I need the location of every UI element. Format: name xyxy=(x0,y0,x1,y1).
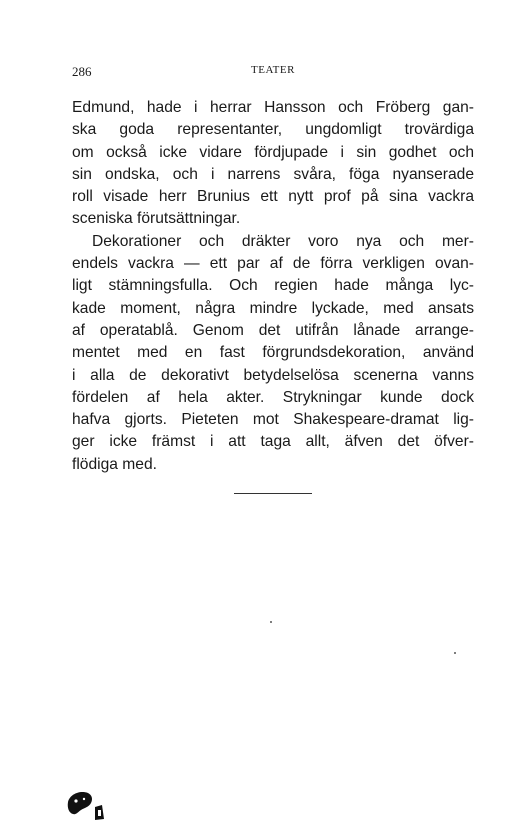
text-line: ligt stämningsfulla. Och regien hade många lyc- xyxy=(72,277,474,295)
text-line: endels vackra — ett par af de förra verkligen ovan- xyxy=(72,255,474,273)
text-line: sceniska förutsättningar. xyxy=(72,210,241,228)
text-line: flödiga med. xyxy=(72,455,157,473)
paragraph-2 xyxy=(72,231,474,476)
text-line: mentet med en fast förgrundsdekoration, använd xyxy=(72,344,474,362)
text-line: i alla de dekorativt betydelselösa scenerna vanns xyxy=(72,366,474,384)
text-line: sin ondska, och i narrens svåra, föga nyanserade xyxy=(72,165,474,183)
library-stamp-icon xyxy=(64,788,108,822)
text-line: fördelen af hela akter. Strykningar kunde dock xyxy=(72,388,474,406)
running-title: TEATER xyxy=(251,64,295,76)
text-line: Edmund, hade i herrar Hansson och Fröberg gan- xyxy=(72,99,474,116)
text-line: ger icke främst i att taga allt, äfven det öfver- xyxy=(72,433,474,451)
text-line: om också icke vidare fördjupade i sin godhet och xyxy=(72,143,474,161)
text-line: kade moment, några mindre lyckade, med ansats xyxy=(72,299,474,317)
paper-speck xyxy=(454,652,456,654)
page-number: 286 xyxy=(72,64,92,79)
body-text xyxy=(72,97,474,476)
text-line: Dekorationer och dräkter voro nya och mer- xyxy=(92,232,474,250)
text-line: ska goda representanter, ungdomligt trovärdiga xyxy=(72,121,474,139)
text-line: af operatablå. Genom det utifrån lånade arrange- xyxy=(72,321,474,339)
paragraph-1 xyxy=(72,97,474,231)
text-line: roll visade herr Brunius ett nytt prof på sina vackra xyxy=(72,188,474,206)
text-line: hafva gjorts. Pieteten mot Shakespeare-dramat lig- xyxy=(72,411,474,429)
page-header xyxy=(72,64,474,82)
section-divider xyxy=(234,493,312,494)
paper-speck xyxy=(270,621,272,623)
